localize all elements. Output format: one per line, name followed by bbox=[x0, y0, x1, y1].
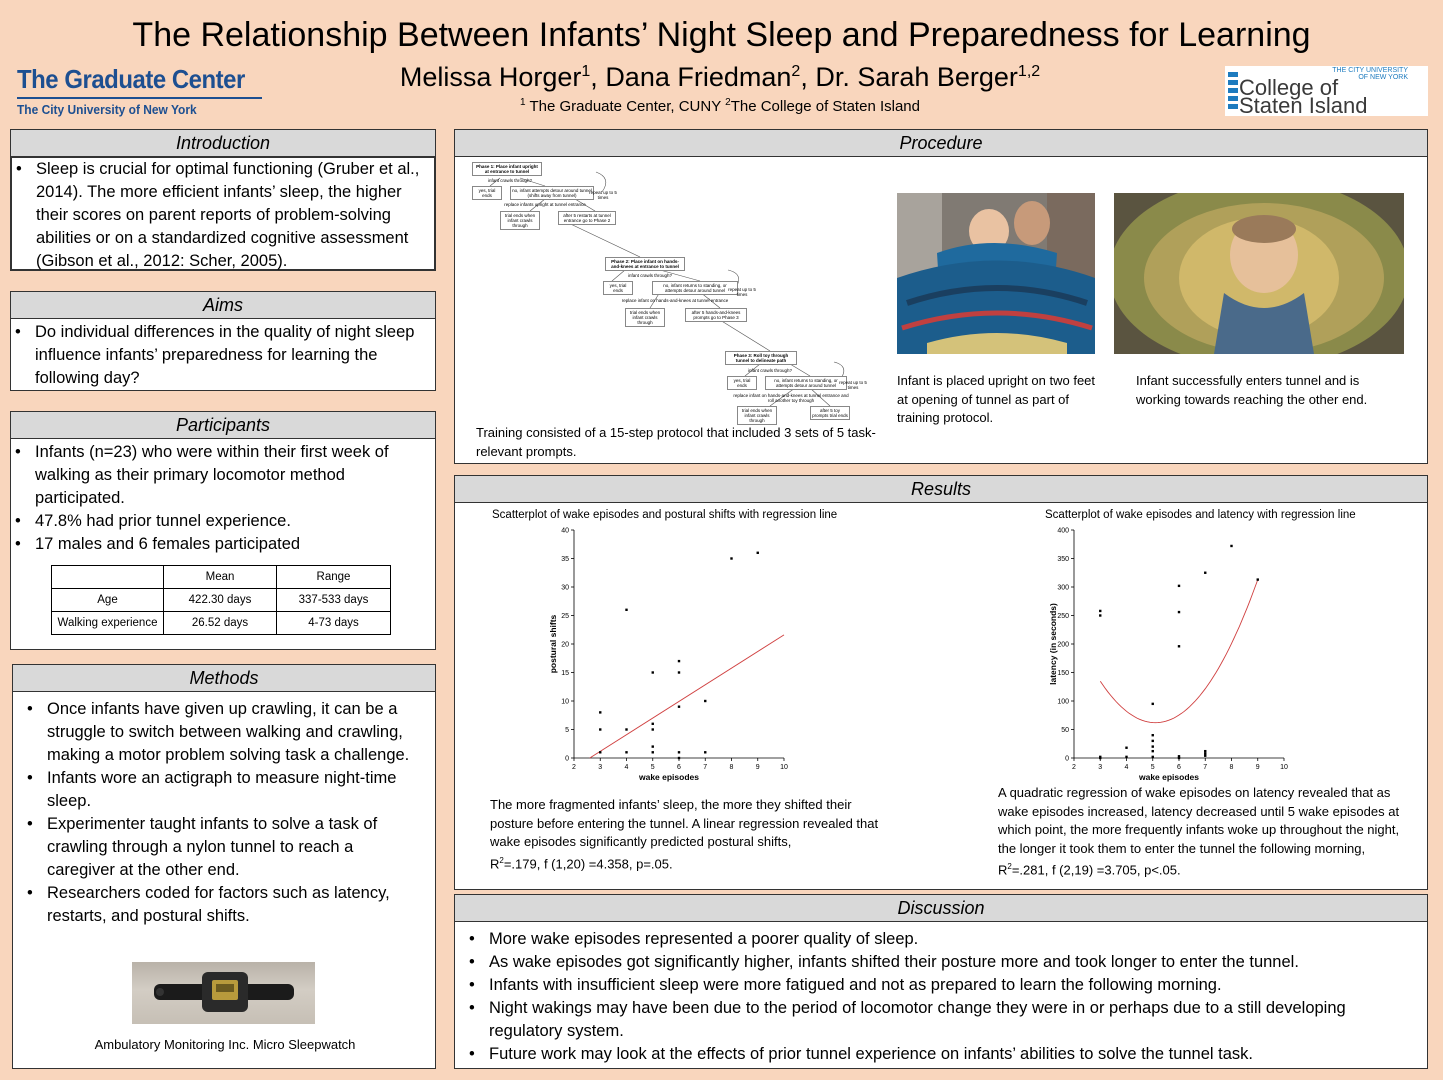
methods-bullet bbox=[23, 698, 425, 767]
data-point bbox=[652, 723, 654, 725]
flow-end: trial ends when infant crawls through bbox=[737, 406, 777, 425]
chart1-interpretation bbox=[490, 796, 895, 873]
flow-repeat: repeat up to 5 times bbox=[728, 287, 756, 297]
data-point bbox=[678, 751, 680, 753]
x-axis-label: wake episodes bbox=[638, 772, 700, 782]
data-point bbox=[1125, 747, 1127, 749]
data-point bbox=[730, 557, 732, 559]
y-tick-label: 400 bbox=[1057, 527, 1069, 535]
methods-bullet-text: Once infants have given up crawling, it can be a struggle to switch between walking and crawling, making a motor problem solving task a challenge. bbox=[47, 700, 410, 764]
methods-heading: Methods bbox=[12, 664, 436, 692]
data-point bbox=[625, 609, 627, 611]
chart1-title: Scatterplot of wake episodes and postural shifts with regression line bbox=[492, 509, 838, 521]
gc-logo-rule bbox=[17, 97, 262, 99]
flow-yes: yes, trial ends bbox=[472, 186, 502, 200]
chart1-interpretation-text: The more fragmented infants’ sleep, the more they shifted their posture before entering the tunnel. A linear regression revealed that wake episodes significantly predicted postural shifts, bbox=[490, 797, 879, 849]
data-point bbox=[1152, 734, 1154, 736]
author-3: Dr. Sarah Berger bbox=[815, 62, 1018, 92]
y-tick-label: 0 bbox=[565, 755, 569, 763]
training-flowchart bbox=[470, 162, 870, 422]
flow-yes: yes, trial ends bbox=[727, 376, 757, 390]
y-tick-label: 10 bbox=[561, 698, 569, 706]
introduction-heading: Introduction bbox=[10, 129, 436, 157]
y-tick-label: 350 bbox=[1057, 556, 1069, 563]
flow-question: infant crawls through? bbox=[487, 178, 533, 183]
flow-after: after 5 restarts at tunnel entrance go to Phase 2 bbox=[558, 211, 616, 225]
table-row bbox=[52, 612, 391, 635]
data-point bbox=[1178, 611, 1180, 613]
regression-line bbox=[590, 635, 784, 758]
flow-no: no, infant returns to standing, or attempts detour around tunnel bbox=[652, 281, 738, 295]
discussion-bullet-text: Night wakings may have been due to the period of locomotor change they were in or perhaps due to a still developing regulatory system. bbox=[489, 999, 1346, 1040]
infant-tunnel-photo-icon bbox=[897, 193, 1095, 354]
discussion-bullet bbox=[465, 928, 1417, 951]
affiliations bbox=[300, 97, 1140, 115]
flow-repeat: repeat up to 5 times bbox=[589, 190, 617, 200]
csi-logo bbox=[1225, 66, 1428, 116]
data-point bbox=[1099, 610, 1101, 612]
flow-yes: yes, trial ends bbox=[603, 281, 633, 295]
table-header-cell: Mean bbox=[164, 566, 277, 589]
photo2-caption bbox=[1136, 372, 1406, 409]
participants-panel bbox=[10, 438, 436, 650]
regression-curve bbox=[1100, 580, 1258, 723]
participants-heading: Participants bbox=[10, 411, 436, 439]
x-tick-label: 7 bbox=[703, 764, 708, 771]
flow-phase1: Phase 1: Place infant upright at entrance to tunnel bbox=[472, 162, 542, 176]
y-tick-label: 25 bbox=[561, 613, 569, 620]
methods-bullet-text: Experimenter taught infants to solve a task of crawling through a nylon tunnel to reach a caregiver at the other end. bbox=[47, 815, 378, 879]
aims-bullet-text: Do individual differences in the quality of night sleep influence infants’ preparedness for learning the following day? bbox=[35, 323, 415, 387]
chart-axes bbox=[1057, 528, 1288, 772]
flow-question: infant crawls through? bbox=[627, 273, 673, 278]
flow-replace: replace infant on hands-and-knees at tunnel entrance bbox=[621, 298, 729, 303]
data-point bbox=[1152, 703, 1154, 705]
participants-bullet bbox=[11, 510, 427, 533]
data-point bbox=[1204, 750, 1206, 752]
author-3-sup: 1,2 bbox=[1017, 63, 1041, 80]
participants-bullet-text: 47.8% had prior tunnel experience. bbox=[35, 512, 291, 530]
data-point bbox=[652, 751, 654, 753]
sleepwatch-caption-text: Ambulatory Monitoring Inc. Micro Sleepwatch bbox=[94, 1037, 356, 1052]
y-axis-label: latency (in seconds) bbox=[1048, 603, 1058, 685]
author-sep: , bbox=[800, 62, 816, 92]
chart2-stats: =.281, f (2,19) =3.705, p<.05. bbox=[1011, 862, 1181, 878]
discussion-heading: Discussion bbox=[454, 894, 1428, 922]
y-tick-label: 300 bbox=[1057, 584, 1069, 592]
table-cell: 337-533 days bbox=[277, 589, 391, 612]
x-axis-label: wake episodes bbox=[1138, 772, 1200, 782]
data-point bbox=[1125, 756, 1127, 758]
x-tick-label: 8 bbox=[1229, 764, 1234, 771]
flow-after: after 5 toy prompts trial ends bbox=[810, 406, 850, 420]
table-cell: Walking experience bbox=[52, 612, 164, 635]
y-tick-label: 5 bbox=[565, 727, 569, 734]
y-tick-label: 200 bbox=[1057, 641, 1069, 649]
sleepwatch-icon bbox=[132, 962, 315, 1024]
x-tick-label: 6 bbox=[677, 764, 681, 771]
y-tick-label: 15 bbox=[561, 670, 569, 677]
x-tick-label: 2 bbox=[1072, 764, 1076, 771]
infant-upright-photo bbox=[897, 193, 1095, 354]
data-point bbox=[625, 751, 627, 753]
infant-in-tunnel-icon bbox=[1114, 193, 1404, 354]
y-tick-label: 20 bbox=[561, 641, 569, 649]
aims-heading: Aims bbox=[10, 291, 436, 319]
methods-panel bbox=[12, 691, 436, 1069]
x-tick-label: 8 bbox=[729, 764, 734, 771]
x-tick-label: 2 bbox=[572, 764, 576, 771]
x-tick-label: 5 bbox=[650, 764, 655, 771]
methods-bullet bbox=[23, 767, 425, 813]
discussion-panel bbox=[454, 921, 1428, 1069]
participants-bullet bbox=[11, 441, 427, 510]
discussion-list bbox=[455, 922, 1427, 1066]
y-tick-label: 30 bbox=[561, 584, 569, 592]
x-tick-label: 4 bbox=[624, 764, 629, 771]
chart2-title: Scatterplot of wake episodes and latency with regression line bbox=[1045, 509, 1356, 521]
methods-bullet-text: Researchers coded for factors such as latency, restarts, and postural shifts. bbox=[47, 884, 390, 925]
flow-end: trial ends when infant crawls through bbox=[500, 211, 540, 230]
data-point bbox=[599, 751, 601, 753]
data-point bbox=[704, 700, 706, 702]
data-point bbox=[1204, 752, 1206, 754]
table-header-cell bbox=[52, 566, 164, 589]
y-tick-label: 250 bbox=[1057, 613, 1069, 620]
data-point bbox=[1204, 755, 1206, 757]
x-tick-label: 7 bbox=[1203, 764, 1208, 771]
y-tick-label: 0 bbox=[1065, 755, 1069, 763]
infant-in-tunnel-photo bbox=[1114, 193, 1404, 354]
csi-cuny-2: OF NEW YORK bbox=[1358, 74, 1408, 81]
methods-bullet bbox=[23, 813, 425, 882]
aims-bullet bbox=[11, 321, 427, 390]
table-cell: 26.52 days bbox=[164, 612, 277, 635]
affil-1: The Graduate Center, CUNY bbox=[529, 98, 721, 115]
photo1-caption-text: Infant is placed upright on two feet at opening of tunnel as part of training protocol. bbox=[897, 373, 1096, 425]
data-point bbox=[625, 728, 627, 730]
graduate-center-logo bbox=[17, 64, 262, 117]
introduction-panel bbox=[10, 156, 436, 271]
csi-logo-cuny bbox=[1332, 67, 1408, 81]
chart2-interpretation bbox=[998, 784, 1413, 880]
data-point bbox=[1152, 740, 1154, 742]
x-tick-label: 3 bbox=[1098, 764, 1103, 771]
y-tick-label: 100 bbox=[1057, 698, 1069, 706]
csi-cuny-1: THE CITY UNIVERSITY bbox=[1332, 67, 1408, 74]
data-point bbox=[678, 757, 680, 759]
data-point bbox=[678, 706, 680, 708]
x-tick-label: 9 bbox=[755, 764, 760, 771]
y-tick-label: 150 bbox=[1057, 670, 1069, 677]
y-tick-label: 50 bbox=[1061, 727, 1069, 734]
author-1: Melissa Horger bbox=[399, 62, 582, 92]
chart2-stats-sup: 2 bbox=[1007, 862, 1012, 871]
discussion-bullet-text: Future work may look at the effects of prior tunnel experience on infants’ abilities to solve the tunnel task. bbox=[489, 1045, 1253, 1063]
participants-bullet-text: Infants (n=23) who were within their first week of walking as their primary locomotor method participated. bbox=[35, 443, 389, 507]
x-tick-label: 9 bbox=[1255, 764, 1260, 771]
chart1-stats: =.179, f (1,20) =4.358, p=.05. bbox=[503, 855, 673, 871]
procedure-heading: Procedure bbox=[454, 129, 1428, 157]
participants-table bbox=[51, 565, 391, 635]
data-point bbox=[678, 660, 680, 662]
flowchart-caption bbox=[476, 424, 876, 461]
photo2-caption-text: Infant successfully enters tunnel and is working towards reaching the other end. bbox=[1136, 373, 1368, 407]
y-axis-label: postural shifts bbox=[548, 614, 558, 674]
data-point bbox=[599, 728, 601, 730]
data-point bbox=[652, 671, 654, 673]
data-point bbox=[1230, 545, 1232, 547]
data-point bbox=[1178, 585, 1180, 587]
flow-no: no, infant attempts detour around tunnel (shifts away from tunnel) bbox=[510, 186, 594, 200]
table-row bbox=[52, 589, 391, 612]
chart1-stats-sup: 2 bbox=[499, 855, 504, 865]
csi-logo-mark-icon bbox=[1228, 72, 1238, 112]
data-point bbox=[1204, 572, 1206, 574]
y-tick-label: 35 bbox=[561, 556, 569, 563]
data-point bbox=[678, 671, 680, 673]
x-tick-label: 5 bbox=[1150, 764, 1155, 771]
affil-1-sup: 1 bbox=[520, 97, 526, 108]
x-tick-label: 10 bbox=[1280, 764, 1288, 771]
data-point bbox=[1178, 757, 1180, 759]
table-header-row bbox=[52, 566, 391, 589]
author-sep: , bbox=[590, 62, 606, 92]
chart1-stats-r: R bbox=[490, 855, 500, 871]
flow-question: infant crawls through? bbox=[747, 368, 793, 373]
data-point bbox=[1152, 756, 1154, 758]
methods-bullet-text: Infants wore an actigraph to measure night-time sleep. bbox=[47, 769, 397, 810]
discussion-bullet bbox=[465, 997, 1417, 1043]
author-2-sup: 2 bbox=[791, 63, 801, 80]
data-point bbox=[599, 711, 601, 713]
data-point bbox=[652, 745, 654, 747]
affil-2: The College of Staten Island bbox=[730, 98, 920, 115]
participants-list bbox=[11, 439, 435, 556]
discussion-bullet bbox=[465, 951, 1417, 974]
flow-after: after 5 hands-and-knees prompts go to Phase 3 bbox=[685, 308, 747, 322]
flow-phase3: Phase 3: Roll toy through tunnel to delineate path bbox=[725, 351, 797, 365]
introduction-bullet bbox=[12, 158, 426, 273]
data-point bbox=[1178, 645, 1180, 647]
data-point bbox=[1099, 614, 1101, 616]
introduction-bullet-text: Sleep is crucial for optimal functioning (Gruber et al., 2014). The more efficient infants’ sleep, the higher their scores on parent reports of problem-solving abilities or on a standardized cognitive assessment (Gibson et al., 2012: Scher, 2005). bbox=[36, 160, 420, 270]
data-point bbox=[1099, 757, 1101, 759]
discussion-bullet-text: As wake episodes got significantly higher, infants shifted their posture more and took longer to enter the tunnel. bbox=[489, 953, 1299, 971]
table-cell: 4-73 days bbox=[277, 612, 391, 635]
data-point bbox=[757, 552, 759, 554]
author-1-sup: 1 bbox=[581, 63, 591, 80]
data-point bbox=[1152, 750, 1154, 752]
poster-title: The Relationship Between Infants’ Night Sleep and Preparedness for Learning bbox=[132, 16, 1311, 54]
results-heading: Results bbox=[454, 475, 1428, 503]
discussion-bullet-text: More wake episodes represented a poorer quality of sleep. bbox=[489, 930, 919, 948]
chart-axes bbox=[561, 528, 788, 772]
data-point bbox=[1152, 745, 1154, 747]
aims-list bbox=[11, 319, 435, 390]
flow-no: no, infant returns to standing, or attempts detour around tunnel bbox=[765, 376, 847, 390]
gc-logo-sub: The City University of New York bbox=[17, 102, 197, 117]
methods-bullet bbox=[23, 882, 425, 928]
author-2: Dana Friedman bbox=[605, 62, 792, 92]
table-cell: 422.30 days bbox=[164, 589, 277, 612]
flow-repeat: repeat up to 5 times bbox=[839, 380, 867, 390]
flow-phase2: Phase 2: Place infant on hands-and-knees at entrance to tunnel bbox=[605, 257, 685, 271]
aims-panel bbox=[10, 318, 436, 391]
author-list bbox=[300, 62, 1140, 93]
discussion-bullet bbox=[465, 1043, 1417, 1066]
flowchart-caption-text: Training consisted of a 15-step protocol that included 3 sets of 5 task-relevant prompts. bbox=[476, 425, 876, 459]
data-point bbox=[704, 751, 706, 753]
participants-bullet bbox=[11, 533, 427, 556]
chart1-scatterplot bbox=[544, 522, 804, 784]
y-tick-label: 40 bbox=[561, 527, 569, 535]
data-point bbox=[1257, 578, 1259, 580]
x-tick-label: 3 bbox=[598, 764, 603, 771]
introduction-list bbox=[12, 158, 434, 273]
chart2-scatterplot bbox=[1044, 522, 1304, 784]
data-point bbox=[652, 728, 654, 730]
discussion-bullet bbox=[465, 974, 1417, 997]
participants-bullet-text: 17 males and 6 females participated bbox=[35, 535, 301, 553]
methods-list bbox=[13, 692, 435, 928]
flow-replace: replace infants upright at tunnel entrance bbox=[504, 202, 586, 207]
sleepwatch-photo bbox=[132, 962, 315, 1024]
flow-replace: replace infant on hands-and-knees at tunnel entrance and roll another toy through bbox=[733, 393, 849, 403]
csi-logo-line2: Staten Island bbox=[1239, 93, 1368, 118]
chart2-interpretation-text: A quadratic regression of wake episodes on latency revealed that as wake episodes increased, latency decreased until 5 wake episodes at which point, the more frequently infants woke up throughout the night, the longer it took them to enter the tunnel the following morning, R bbox=[998, 785, 1400, 878]
sleepwatch-caption bbox=[13, 1036, 437, 1055]
csi-logo-line1: College of bbox=[1239, 75, 1339, 100]
x-tick-label: 10 bbox=[780, 764, 788, 771]
x-tick-label: 4 bbox=[1124, 764, 1129, 771]
table-cell: Age bbox=[52, 589, 164, 612]
affil-2-sup: 2 bbox=[725, 97, 731, 108]
x-tick-label: 6 bbox=[1177, 764, 1181, 771]
flow-end: trial ends when infant crawls through bbox=[625, 308, 665, 327]
gc-logo-name: The Graduate Center bbox=[17, 64, 245, 94]
photo1-caption bbox=[897, 372, 1102, 428]
discussion-bullet-text: Infants with insufficient sleep were more fatigued and not as prepared to learn the following morning. bbox=[489, 976, 1222, 994]
table-header-cell: Range bbox=[277, 566, 391, 589]
